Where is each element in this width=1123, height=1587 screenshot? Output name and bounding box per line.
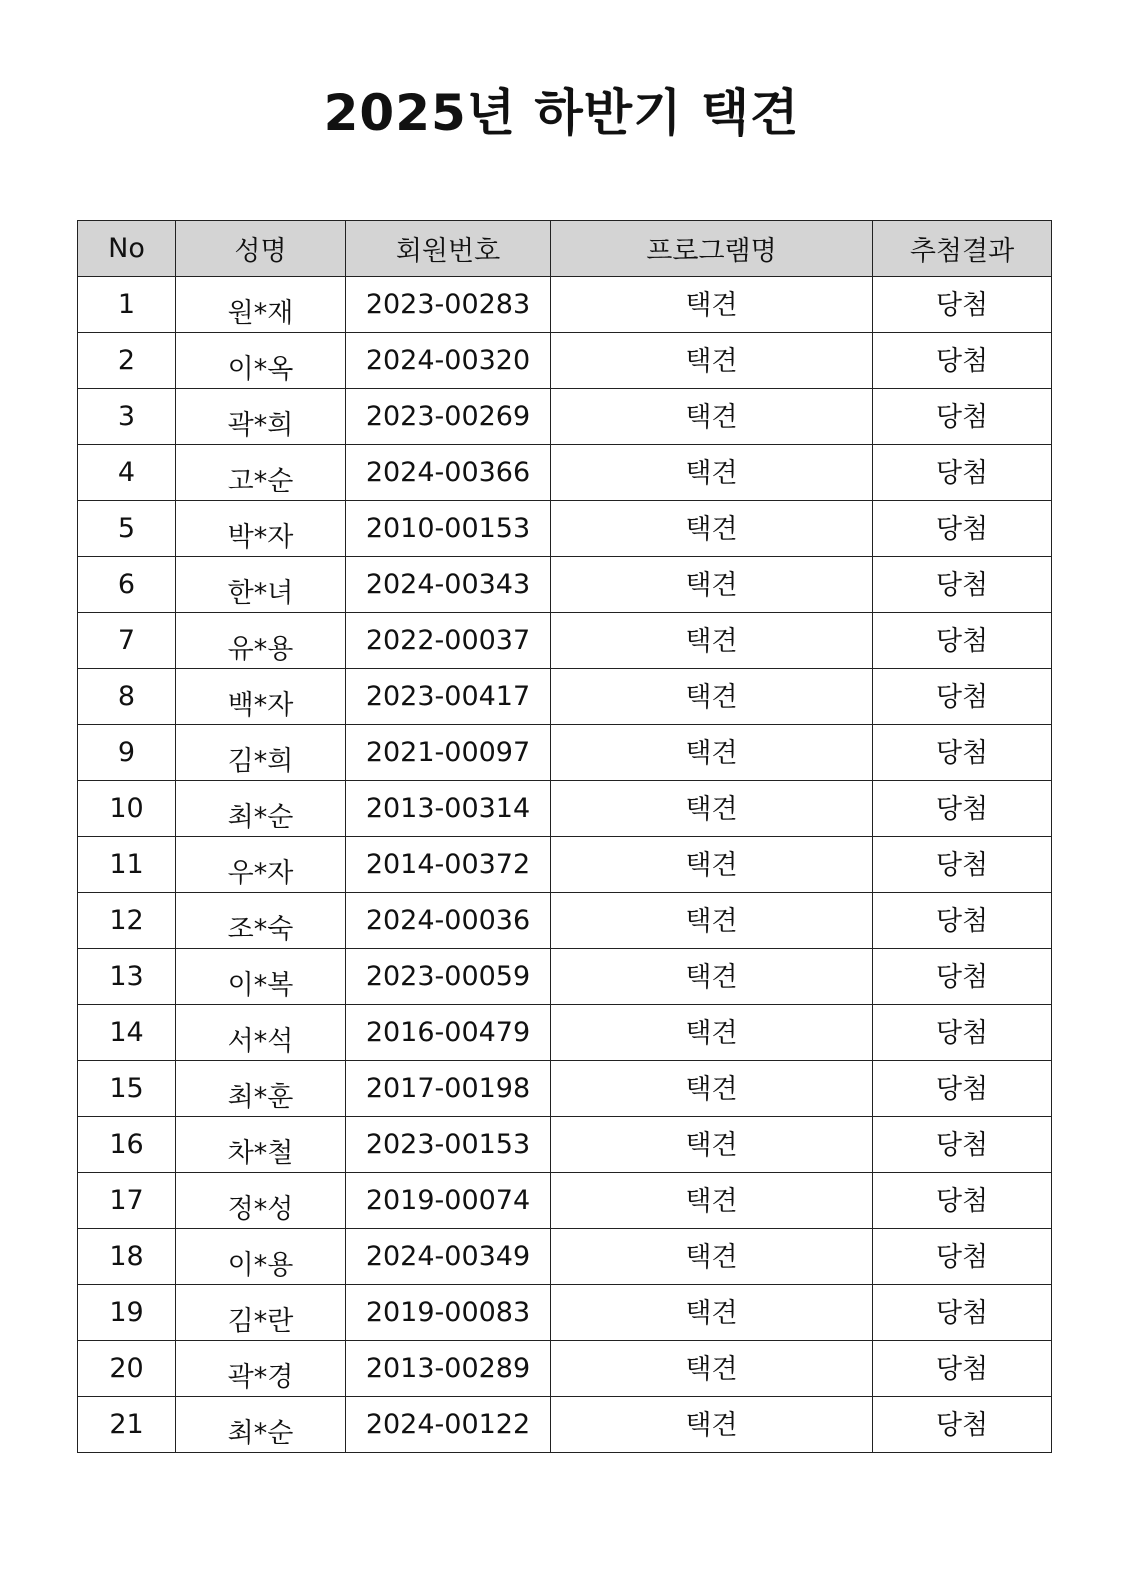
cell-name: 최*순 bbox=[176, 1397, 346, 1453]
cell-name: 원*재 bbox=[176, 277, 346, 333]
cell-member-id: 2014-00372 bbox=[346, 837, 551, 893]
cell-name: 우*자 bbox=[176, 837, 346, 893]
table-row bbox=[78, 725, 1052, 781]
cell-result: 당첨 bbox=[873, 1397, 1052, 1453]
cell-no: 5 bbox=[78, 501, 176, 557]
table-row bbox=[78, 613, 1052, 669]
table-row bbox=[78, 669, 1052, 725]
table-row bbox=[78, 277, 1052, 333]
cell-result: 당첨 bbox=[873, 669, 1052, 725]
cell-name: 고*순 bbox=[176, 445, 346, 501]
cell-program: 택견 bbox=[551, 1173, 873, 1229]
cell-program: 택견 bbox=[551, 781, 873, 837]
cell-no: 18 bbox=[78, 1229, 176, 1285]
table-row bbox=[78, 1285, 1052, 1341]
cell-result: 당첨 bbox=[873, 277, 1052, 333]
cell-name: 김*란 bbox=[176, 1285, 346, 1341]
cell-name: 정*성 bbox=[176, 1173, 346, 1229]
cell-no: 12 bbox=[78, 893, 176, 949]
cell-member-id: 2023-00269 bbox=[346, 389, 551, 445]
cell-member-id: 2024-00320 bbox=[346, 333, 551, 389]
cell-member-id: 2023-00153 bbox=[346, 1117, 551, 1173]
cell-name: 곽*경 bbox=[176, 1341, 346, 1397]
cell-no: 1 bbox=[78, 277, 176, 333]
cell-no: 10 bbox=[78, 781, 176, 837]
cell-member-id: 2010-00153 bbox=[346, 501, 551, 557]
cell-program: 택견 bbox=[551, 1341, 873, 1397]
cell-no: 2 bbox=[78, 333, 176, 389]
cell-member-id: 2013-00314 bbox=[346, 781, 551, 837]
cell-name: 박*자 bbox=[176, 501, 346, 557]
cell-member-id: 2024-00366 bbox=[346, 445, 551, 501]
table-row bbox=[78, 893, 1052, 949]
cell-no: 16 bbox=[78, 1117, 176, 1173]
cell-program: 택견 bbox=[551, 389, 873, 445]
table-row bbox=[78, 333, 1052, 389]
cell-member-id: 2019-00074 bbox=[346, 1173, 551, 1229]
cell-program: 택견 bbox=[551, 333, 873, 389]
header-program: 프로그램명 bbox=[551, 221, 873, 277]
cell-no: 13 bbox=[78, 949, 176, 1005]
cell-no: 21 bbox=[78, 1397, 176, 1453]
cell-program: 택견 bbox=[551, 1117, 873, 1173]
cell-no: 6 bbox=[78, 557, 176, 613]
cell-result: 당첨 bbox=[873, 1005, 1052, 1061]
cell-result: 당첨 bbox=[873, 445, 1052, 501]
table-row bbox=[78, 1341, 1052, 1397]
cell-result: 당첨 bbox=[873, 949, 1052, 1005]
cell-program: 택견 bbox=[551, 613, 873, 669]
cell-name: 차*철 bbox=[176, 1117, 346, 1173]
cell-member-id: 2024-00349 bbox=[346, 1229, 551, 1285]
cell-result: 당첨 bbox=[873, 837, 1052, 893]
cell-program: 택견 bbox=[551, 277, 873, 333]
cell-result: 당첨 bbox=[873, 1173, 1052, 1229]
cell-no: 9 bbox=[78, 725, 176, 781]
cell-name: 이*용 bbox=[176, 1229, 346, 1285]
cell-member-id: 2024-00343 bbox=[346, 557, 551, 613]
cell-member-id: 2021-00097 bbox=[346, 725, 551, 781]
cell-member-id: 2024-00036 bbox=[346, 893, 551, 949]
cell-member-id: 2023-00283 bbox=[346, 277, 551, 333]
table-row bbox=[78, 1173, 1052, 1229]
cell-result: 당첨 bbox=[873, 1229, 1052, 1285]
table-row bbox=[78, 501, 1052, 557]
cell-member-id: 2024-00122 bbox=[346, 1397, 551, 1453]
table-row bbox=[78, 1061, 1052, 1117]
cell-program: 택견 bbox=[551, 1061, 873, 1117]
cell-member-id: 2023-00417 bbox=[346, 669, 551, 725]
cell-member-id: 2016-00479 bbox=[346, 1005, 551, 1061]
table-row bbox=[78, 445, 1052, 501]
cell-result: 당첨 bbox=[873, 1061, 1052, 1117]
cell-no: 15 bbox=[78, 1061, 176, 1117]
cell-program: 택견 bbox=[551, 837, 873, 893]
cell-no: 4 bbox=[78, 445, 176, 501]
header-result: 추첨결과 bbox=[873, 221, 1052, 277]
cell-name: 최*훈 bbox=[176, 1061, 346, 1117]
cell-name: 이*옥 bbox=[176, 333, 346, 389]
cell-result: 당첨 bbox=[873, 1285, 1052, 1341]
cell-no: 20 bbox=[78, 1341, 176, 1397]
table-row bbox=[78, 781, 1052, 837]
header-no: No bbox=[78, 221, 176, 277]
cell-program: 택견 bbox=[551, 949, 873, 1005]
cell-name: 이*복 bbox=[176, 949, 346, 1005]
cell-program: 택견 bbox=[551, 501, 873, 557]
cell-no: 7 bbox=[78, 613, 176, 669]
cell-no: 14 bbox=[78, 1005, 176, 1061]
cell-name: 곽*희 bbox=[176, 389, 346, 445]
page-title: 2025년 하반기 택견 bbox=[323, 84, 800, 142]
cell-result: 당첨 bbox=[873, 501, 1052, 557]
cell-name: 한*녀 bbox=[176, 557, 346, 613]
table-body bbox=[78, 277, 1052, 1453]
header-member-id: 회원번호 bbox=[346, 221, 551, 277]
table-row bbox=[78, 1229, 1052, 1285]
cell-member-id: 2019-00083 bbox=[346, 1285, 551, 1341]
cell-result: 당첨 bbox=[873, 557, 1052, 613]
cell-member-id: 2017-00198 bbox=[346, 1061, 551, 1117]
cell-program: 택견 bbox=[551, 1397, 873, 1453]
cell-name: 백*자 bbox=[176, 669, 346, 725]
cell-program: 택견 bbox=[551, 725, 873, 781]
cell-result: 당첨 bbox=[873, 333, 1052, 389]
cell-no: 3 bbox=[78, 389, 176, 445]
cell-result: 당첨 bbox=[873, 725, 1052, 781]
table-header-row bbox=[78, 221, 1052, 277]
cell-no: 19 bbox=[78, 1285, 176, 1341]
cell-name: 유*용 bbox=[176, 613, 346, 669]
lottery-results-table bbox=[77, 220, 1052, 1453]
cell-member-id: 2022-00037 bbox=[346, 613, 551, 669]
cell-result: 당첨 bbox=[873, 1117, 1052, 1173]
table-row bbox=[78, 557, 1052, 613]
table-row bbox=[78, 1397, 1052, 1453]
cell-result: 당첨 bbox=[873, 613, 1052, 669]
table-row bbox=[78, 949, 1052, 1005]
cell-result: 당첨 bbox=[873, 389, 1052, 445]
cell-program: 택견 bbox=[551, 669, 873, 725]
cell-program: 택견 bbox=[551, 893, 873, 949]
cell-member-id: 2023-00059 bbox=[346, 949, 551, 1005]
cell-member-id: 2013-00289 bbox=[346, 1341, 551, 1397]
cell-name: 최*순 bbox=[176, 781, 346, 837]
cell-no: 11 bbox=[78, 837, 176, 893]
cell-program: 택견 bbox=[551, 1005, 873, 1061]
cell-no: 8 bbox=[78, 669, 176, 725]
table-row bbox=[78, 837, 1052, 893]
cell-program: 택견 bbox=[551, 557, 873, 613]
cell-name: 서*석 bbox=[176, 1005, 346, 1061]
cell-result: 당첨 bbox=[873, 781, 1052, 837]
cell-program: 택견 bbox=[551, 445, 873, 501]
table-row bbox=[78, 1117, 1052, 1173]
cell-program: 택견 bbox=[551, 1229, 873, 1285]
cell-name: 김*희 bbox=[176, 725, 346, 781]
table-row bbox=[78, 389, 1052, 445]
cell-no: 17 bbox=[78, 1173, 176, 1229]
cell-result: 당첨 bbox=[873, 1341, 1052, 1397]
header-name: 성명 bbox=[176, 221, 346, 277]
cell-name: 조*숙 bbox=[176, 893, 346, 949]
cell-program: 택견 bbox=[551, 1285, 873, 1341]
table-row bbox=[78, 1005, 1052, 1061]
cell-result: 당첨 bbox=[873, 893, 1052, 949]
